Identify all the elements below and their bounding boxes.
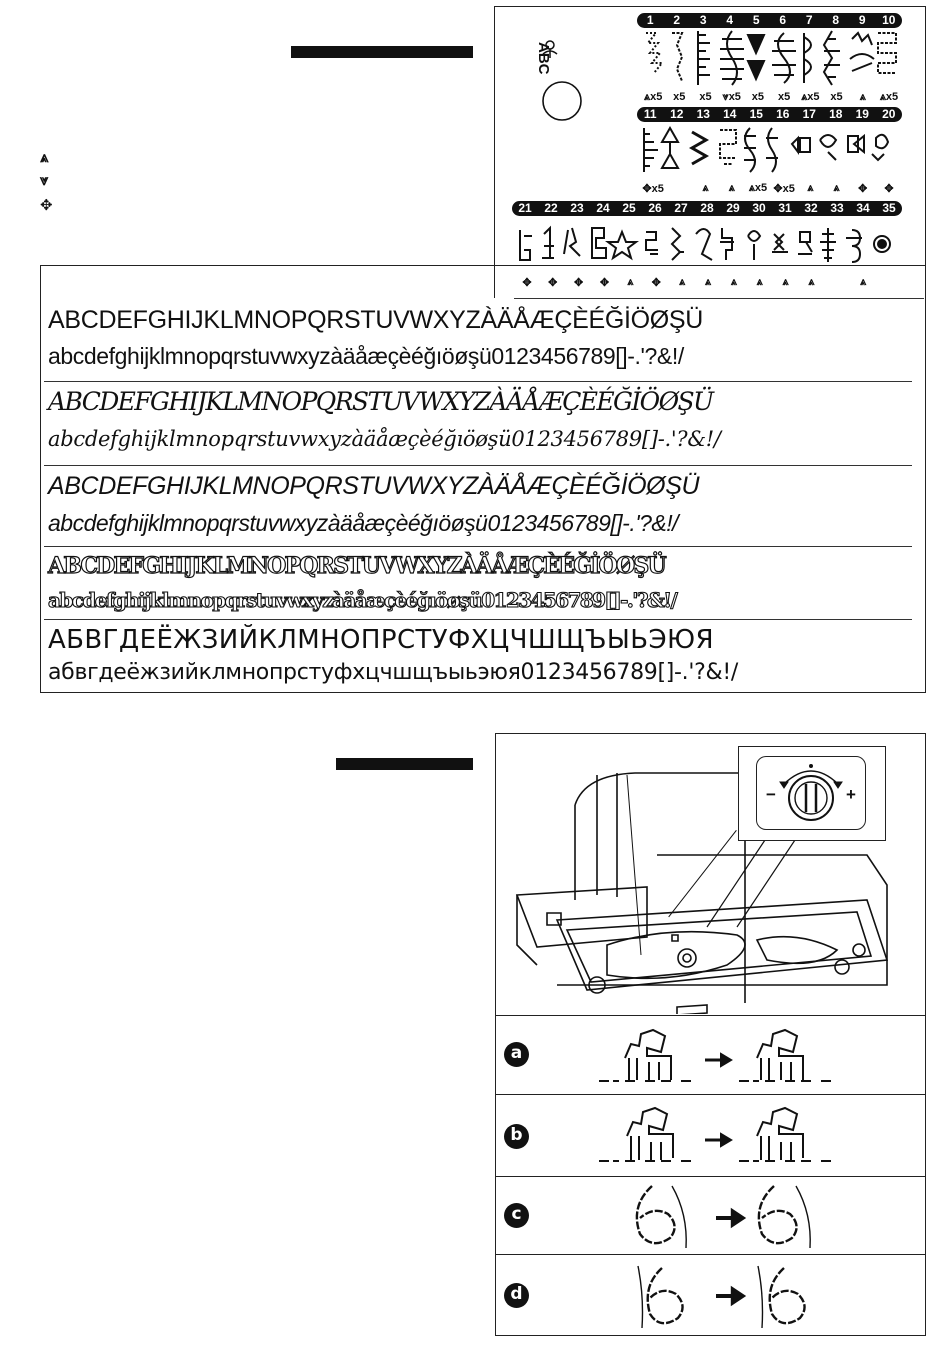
feed-mark: ✥ [548, 277, 558, 289]
stitch-number: 20 [882, 107, 896, 121]
stitch-number: 29 [726, 201, 740, 215]
flower-icon [541, 38, 559, 60]
feed-mark: ⩓ [808, 276, 815, 288]
font4-uppercase: ABCDEFGHIJKLMNOPQRSTUVWXYZÀÄÅÆÇÈÉĞİÖØŞÜ [48, 553, 665, 579]
dial-minus-label: − [766, 785, 776, 804]
stitch-patterns-row-2 [640, 124, 902, 176]
feed-mark: x5 [699, 91, 712, 103]
stitch-patterns-row-3 [514, 222, 902, 268]
stitch-number: 30 [752, 201, 766, 215]
font2-uppercase: ABCDEFGHIJKLMNOPQRSTUVWXYZÀÄÅÆÇÈÉĞİÖØŞÜ [48, 387, 713, 416]
stitch-patterns-row-1 [640, 29, 902, 87]
feed-mark: ⩓ [859, 276, 867, 288]
feed-mark: ⩓ [702, 182, 709, 194]
stitch-number: 13 [696, 107, 710, 121]
divider [44, 381, 912, 382]
feed-mark: ⩓ [678, 276, 686, 288]
step-letter-d: d [504, 1283, 529, 1308]
font1-uppercase: ABCDEFGHIJKLMNOPQRSTUVWXYZÀÄÅÆÇÈÉĞİÖØŞÜ [48, 306, 704, 334]
font4-lowercase: abcdefghijklmnopqrstuvwxyzàäåæçèéğıöøşü0123456789[]-.'?&!/ [48, 588, 677, 612]
feed-mark: ⩓ [728, 182, 735, 194]
numeral-6-pattern-c [632, 1182, 832, 1250]
feed-mark: ⩓ [833, 182, 840, 194]
stitch-number: 18 [829, 107, 843, 121]
feed-mark: ⩓ [807, 182, 814, 194]
stitch-number: 6 [779, 13, 787, 27]
font1-lowercase: abcdefghijklmnopqrstuvwxyzàäåæçèéğıöøşü0123456789[]-.'?&!/ [48, 343, 684, 369]
stitch-number: 8 [832, 13, 840, 27]
feed-mark: x5 [673, 91, 686, 103]
abc-label: ABC [535, 42, 552, 75]
feed-mark: ✥ [884, 183, 894, 195]
stitch-number: 1 [646, 13, 654, 27]
dog-pattern-a [597, 1026, 847, 1088]
stitch-number: 33 [830, 201, 844, 215]
divider [44, 546, 912, 547]
step-letter-c: c [504, 1203, 529, 1228]
stitch-number: 34 [856, 201, 870, 215]
font3-lowercase: abcdefghijklmnopqrstuvwxyzàäåæçèéğıöøşü0123456789[]-.'?&!/ [48, 510, 679, 536]
font5-uppercase: АБВГДЕЁЖЗИЙКЛМНОПРСТУФХЦЧШЩЪЫЬЭЮЯ [48, 625, 714, 655]
stitch-number: 32 [804, 201, 818, 215]
stitch-number: 10 [882, 13, 896, 27]
stitch-number: 9 [858, 13, 866, 27]
stitch-number: 16 [776, 107, 790, 121]
stitch-numbers-row-3 [512, 201, 902, 216]
stitch-number: 31 [778, 201, 792, 215]
feed-forward-icon: ⩓ [40, 148, 49, 166]
feed-mark: ⩔x5 [722, 91, 741, 103]
stitch-number: 12 [670, 107, 684, 121]
stitch-number: 14 [723, 107, 737, 121]
stitch-number: 21 [518, 201, 532, 215]
step-letter-b: b [504, 1124, 529, 1149]
feed-mark: ⩓ [782, 276, 789, 288]
font2-lowercase: abcdefghijklmnopqrstuvwxyzàäåæçèéğıöøşü0123456789[]-.'?&!/ [48, 427, 721, 451]
feed-side-icon: ⩔ [40, 171, 49, 189]
numeral-6-pattern-d [632, 1262, 832, 1332]
stitch-numbers-row-1 [637, 13, 902, 28]
stitch-circle-icon [540, 79, 584, 123]
feed-mark: ⩓ [627, 276, 634, 288]
stitch-number: 19 [855, 107, 869, 121]
feed-mark [666, 182, 692, 195]
feed-mark: x5 [777, 91, 791, 103]
feed-mark: ✥ [574, 277, 584, 289]
stitch-numbers-row-2 [637, 107, 902, 122]
feed-mark: x5 [751, 91, 765, 103]
feed-all-directions-icon: ✥ [40, 196, 53, 214]
feed-mark: ⩓ [730, 276, 737, 288]
tension-dial-icon [770, 760, 852, 828]
divider [44, 619, 912, 620]
stitch-number: 27 [674, 201, 688, 215]
stitch-number: 26 [648, 201, 662, 215]
feed-mark: ⩓ [704, 276, 712, 288]
step-letter-a: a [504, 1042, 529, 1067]
stitch-number: 7 [805, 13, 813, 27]
feed-mark: ⩓x5 [748, 182, 768, 194]
font5-lowercase: абвгдеёжзийклмнопрстуфхцчшщъыьэюя0123456789[]-.'?&!/ [48, 660, 738, 685]
feed-mark: ⩓x5 [801, 91, 820, 103]
divider [514, 298, 924, 299]
stitch-feed-marks-row-2 [640, 182, 902, 195]
feed-mark: ⩓ [756, 276, 763, 288]
feed-mark: ✥ [651, 277, 661, 289]
stitch-number: 15 [749, 107, 763, 121]
feed-mark: ✥ [599, 277, 610, 289]
feed-mark: ⩓ [859, 91, 866, 103]
stitch-number: 2 [673, 13, 681, 27]
feed-mark: ⩓x5 [879, 91, 899, 103]
stitch-number: 35 [882, 201, 896, 215]
stitch-number: 5 [752, 13, 760, 27]
stitch-number: 24 [596, 201, 610, 215]
feed-mark: ✥ [858, 183, 868, 195]
stitch-feed-marks-row-1 [640, 91, 902, 104]
section-title-bar-1 [291, 46, 473, 58]
stitch-number: 28 [700, 201, 714, 215]
feed-mark: ✥x5 [773, 183, 795, 195]
feed-mark: ⩓x5 [643, 91, 663, 103]
stitch-number: 17 [802, 107, 816, 121]
dial-plus-label: + [846, 785, 856, 804]
stitch-number: 3 [699, 13, 707, 27]
dog-pattern-b [597, 1106, 847, 1168]
stitch-number: 4 [726, 13, 734, 27]
feed-mark: ✥x5 [642, 183, 664, 195]
section-title-bar-2 [336, 758, 473, 770]
font3-uppercase: ABCDEFGHIJKLMNOPQRSTUVWXYZÀÄÅÆÇÈÉĞİÖØŞÜ [48, 472, 700, 500]
feed-mark: x5 [830, 91, 843, 103]
feed-mark: ✥ [522, 277, 532, 289]
stitch-number: 25 [622, 201, 636, 215]
stitch-number: 23 [570, 201, 584, 215]
stitch-number: 11 [643, 107, 657, 121]
divider [44, 465, 912, 466]
stitch-number: 22 [544, 201, 558, 215]
